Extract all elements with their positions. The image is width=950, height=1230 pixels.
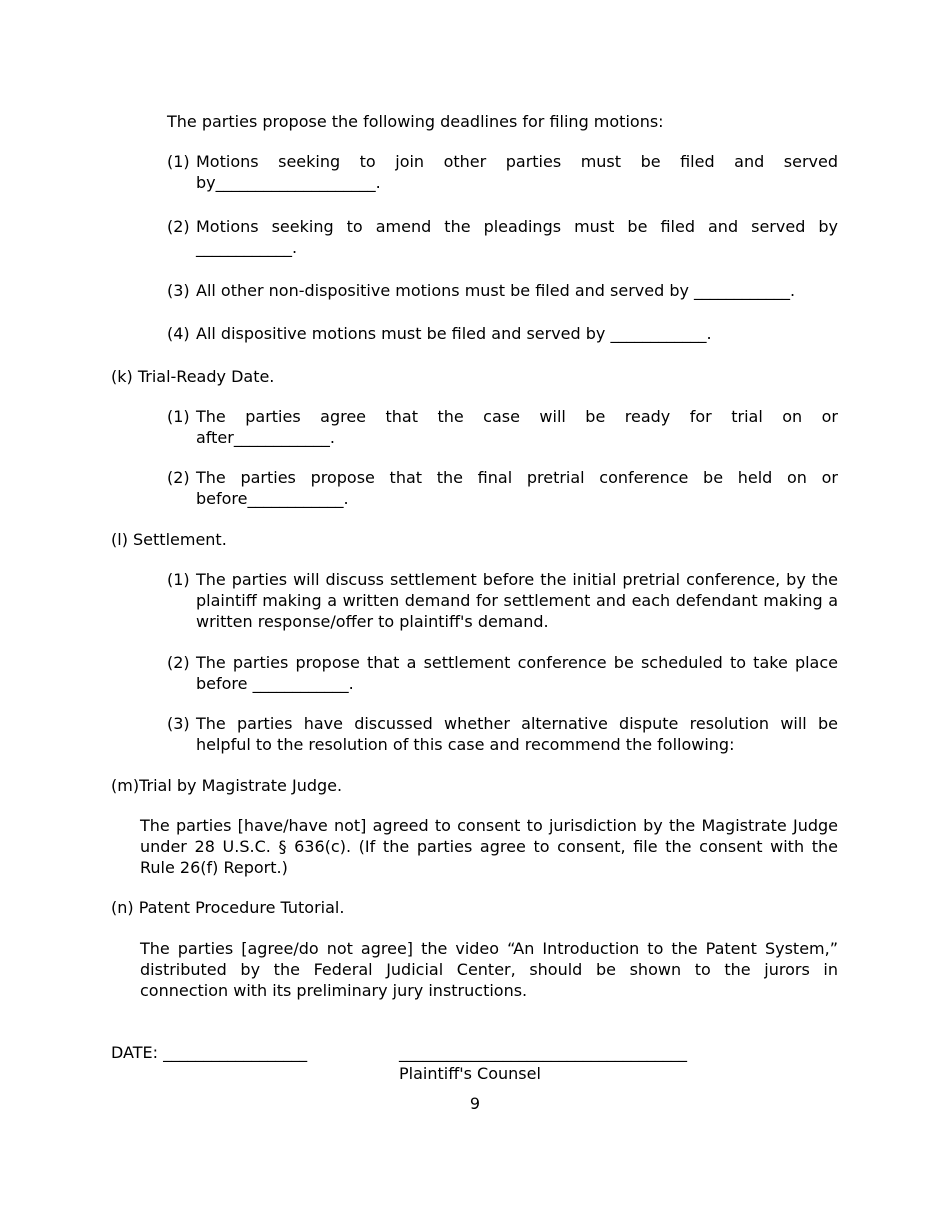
motion-2-text: Motions seeking to amend the pleadings must be filed and served by ____________.: [196, 217, 838, 257]
section-k-item-1-text: The parties agree that the case will be ready for trial on or after____________.: [196, 407, 838, 447]
section-k-item-1-number: (1): [167, 407, 190, 426]
section-k-item-2-text: The parties propose that the final pretrial conference be held on or before____________.: [196, 468, 838, 508]
section-l-item-1-number: (1): [167, 570, 190, 589]
date-field: DATE: __________________: [111, 1043, 308, 1062]
motion-4-number: (4): [167, 324, 190, 343]
motion-1-text: Motions seeking to join other parties must be filed and served by____________________.: [196, 152, 838, 192]
section-l-item-3-text: The parties have discussed whether alternative dispute resolution will be helpful to the resolution of this case and recommend the following:: [196, 714, 838, 754]
section-m-heading: (m)Trial by Magistrate Judge.: [111, 776, 343, 795]
section-l-heading: (l) Settlement.: [111, 530, 227, 549]
motions-intro: The parties propose the following deadlines for filing motions:: [167, 112, 664, 131]
section-l-item-2-text: The parties propose that a settlement conference be scheduled to take place before ____________.: [196, 653, 838, 693]
section-l-item-1-text: The parties will discuss settlement before the initial pretrial conference, by the plaintiff making a written demand for settlement and each defendant making a written response/offer to plaintiff's demand.: [196, 570, 838, 631]
section-l-item-3-number: (3): [167, 714, 190, 733]
motion-1-number: (1): [167, 152, 190, 171]
motion-3-number: (3): [167, 281, 190, 300]
counsel-label: Plaintiff's Counsel: [399, 1064, 541, 1083]
section-n-heading: (n) Patent Procedure Tutorial.: [111, 898, 345, 917]
section-m-text: The parties [have/have not] agreed to consent to jurisdiction by the Magistrate Judge under 28 U.S.C. § 636(c). (If the parties agree to consent, file the consent with the Rule 26(f) Report.): [140, 816, 838, 877]
motion-3-text: All other non-dispositive motions must be filed and served by ____________.: [196, 281, 796, 300]
section-k-item-2-number: (2): [167, 468, 190, 487]
signature-line: ____________________________________: [399, 1043, 687, 1062]
motion-4-text: All dispositive motions must be filed and served by ____________.: [196, 324, 712, 343]
motion-2-number: (2): [167, 217, 190, 236]
section-l-item-2-number: (2): [167, 653, 190, 672]
section-k-heading: (k) Trial-Ready Date.: [111, 367, 275, 386]
page-number: 9: [469, 1094, 481, 1113]
section-n-text: The parties [agree/do not agree] the video “An Introduction to the Patent System,” distributed by the Federal Judicial Center, should be shown to the jurors in connection with its preliminary jury instructions.: [140, 939, 838, 1000]
